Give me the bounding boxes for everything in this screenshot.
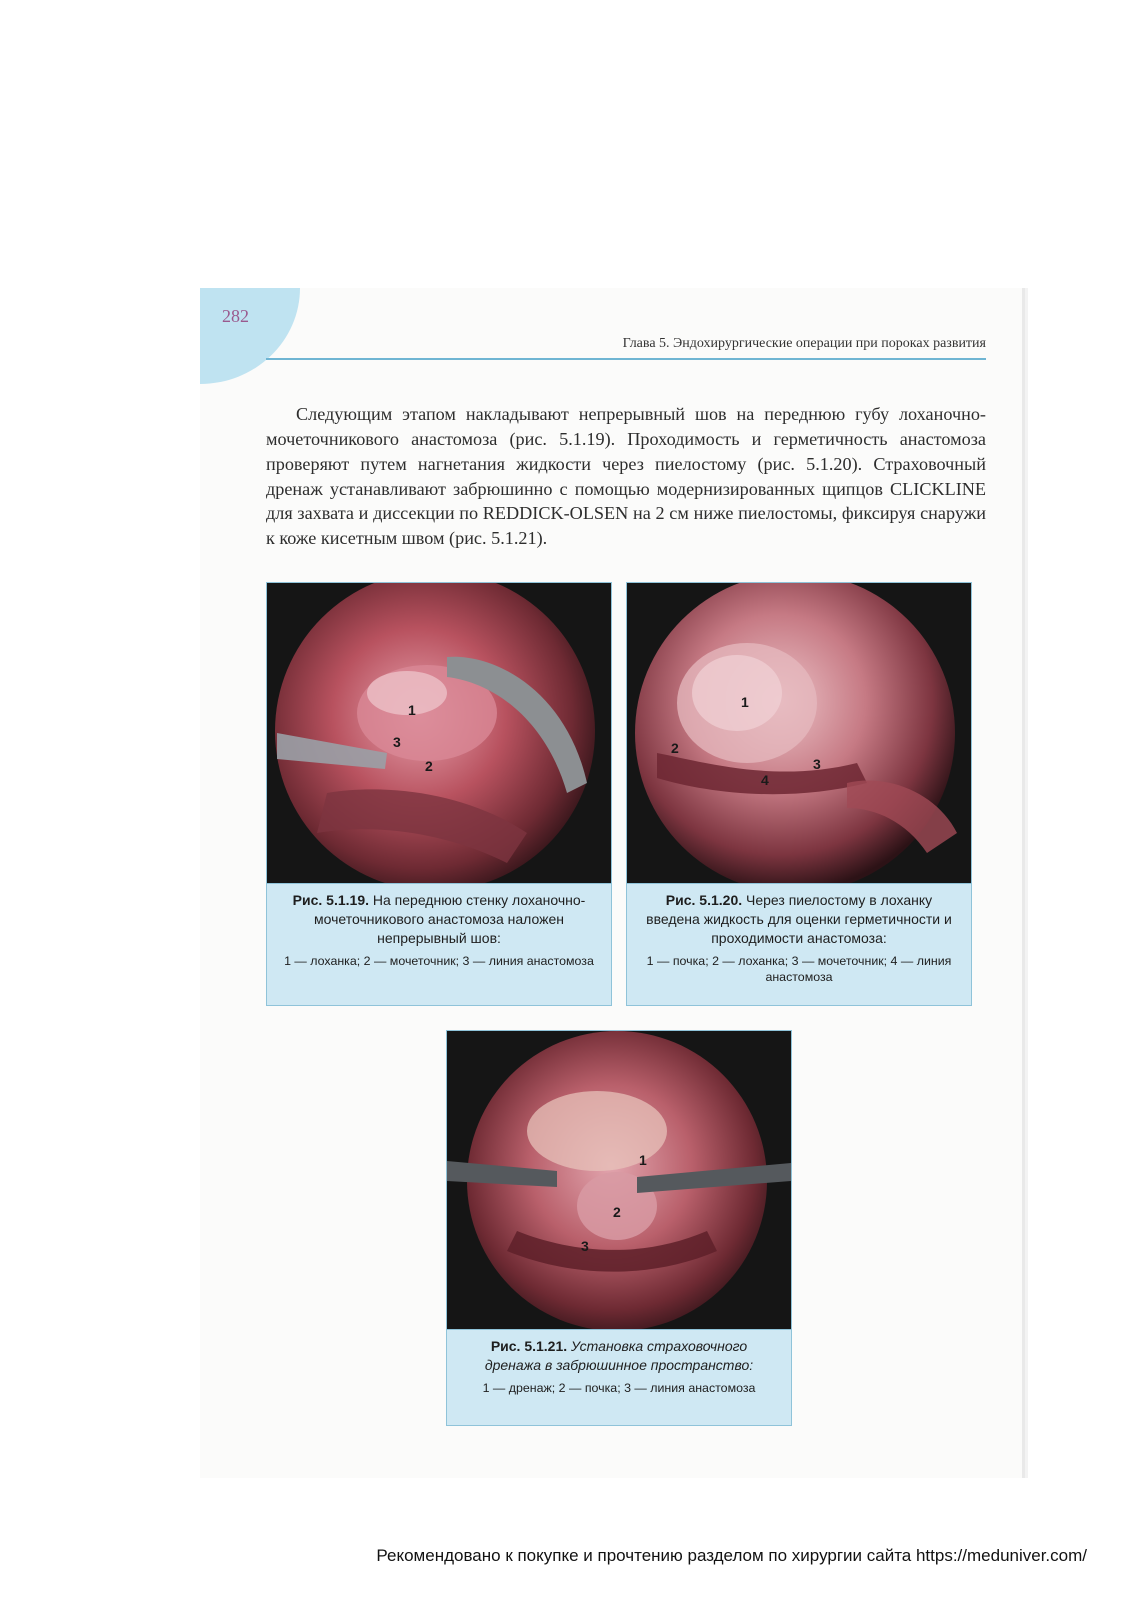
caption-title: Через пиелостому в лоханку введена жидкость для оценки герметичности и проходимости анастомоза: <box>646 892 952 946</box>
figure-caption <box>447 1329 791 1425</box>
marker-2: 2 <box>425 758 433 774</box>
chapter-title: Глава 5. Эндохирургические операции при пороках развития <box>622 336 986 351</box>
page-number: 282 <box>222 306 249 326</box>
marker-2: 2 <box>671 740 679 756</box>
endoscopic-photo <box>267 583 611 885</box>
marker-1: 1 <box>639 1152 647 1168</box>
marker-3: 3 <box>393 734 401 750</box>
marker-1: 1 <box>408 702 416 718</box>
caption-label: Рис. 5.1.20. <box>665 892 743 908</box>
caption-label: Рис. 5.1.19. <box>292 892 369 908</box>
marker-1: 1 <box>741 694 749 710</box>
caption-legend: 1 — дренаж; 2 — почка; 3 — линия анастомоза <box>482 1381 756 1395</box>
caption-legend: 1 — почка; 2 — лоханка; 3 — мочеточник; 4 — линия анастомоза <box>646 954 952 984</box>
caption-label: Рис. 5.1.21. <box>490 1338 568 1354</box>
footer-note: Рекомендовано к покупке и прочтению разделом по хирургии сайта https://meduniver.com/ <box>376 1546 1087 1565</box>
endoscopic-photo <box>627 583 971 885</box>
caption-legend: 1 — лоханка; 2 — мочеточник; 3 — линия анастомоза <box>284 954 594 968</box>
marker-3: 3 <box>813 756 821 772</box>
marker-4: 4 <box>761 772 769 788</box>
caption-title: На переднюю стенку лоханочно-мочеточникового анастомоза наложен непрерывный шов: <box>314 892 586 946</box>
marker-3: 3 <box>581 1238 589 1254</box>
endoscopic-photo <box>447 1031 791 1331</box>
body-paragraph: Следующим этапом накладывают непрерывный шов на переднюю губу лоханочно-мочеточникового анастомоза (рис. 5.1.19). Проходимость и герметичность анастомоза проверяют путем нагнетания жидкости через пиелостому (рис. 5.1.20). Страховочный дренаж устанавливают забрюшинно с помощью модернизированных щипцов CLICKLINE для захвата и диссекции по REDDICK-OLSEN на 2 см ниже пиелостомы, фиксируя снаружи к коже кисетным швом (рис. 5.1.21). <box>266 404 986 549</box>
caption-title: Установка страховочного дренажа в забрюшинное пространство: <box>484 1338 754 1373</box>
figure-5-1-19 <box>266 582 612 1006</box>
figure-5-1-21 <box>446 1030 792 1426</box>
running-header <box>266 336 986 360</box>
figure-caption <box>627 883 971 1005</box>
figure-caption <box>267 883 611 1005</box>
book-page <box>200 288 1022 1478</box>
figure-5-1-20 <box>626 582 972 1006</box>
marker-2: 2 <box>613 1204 621 1220</box>
